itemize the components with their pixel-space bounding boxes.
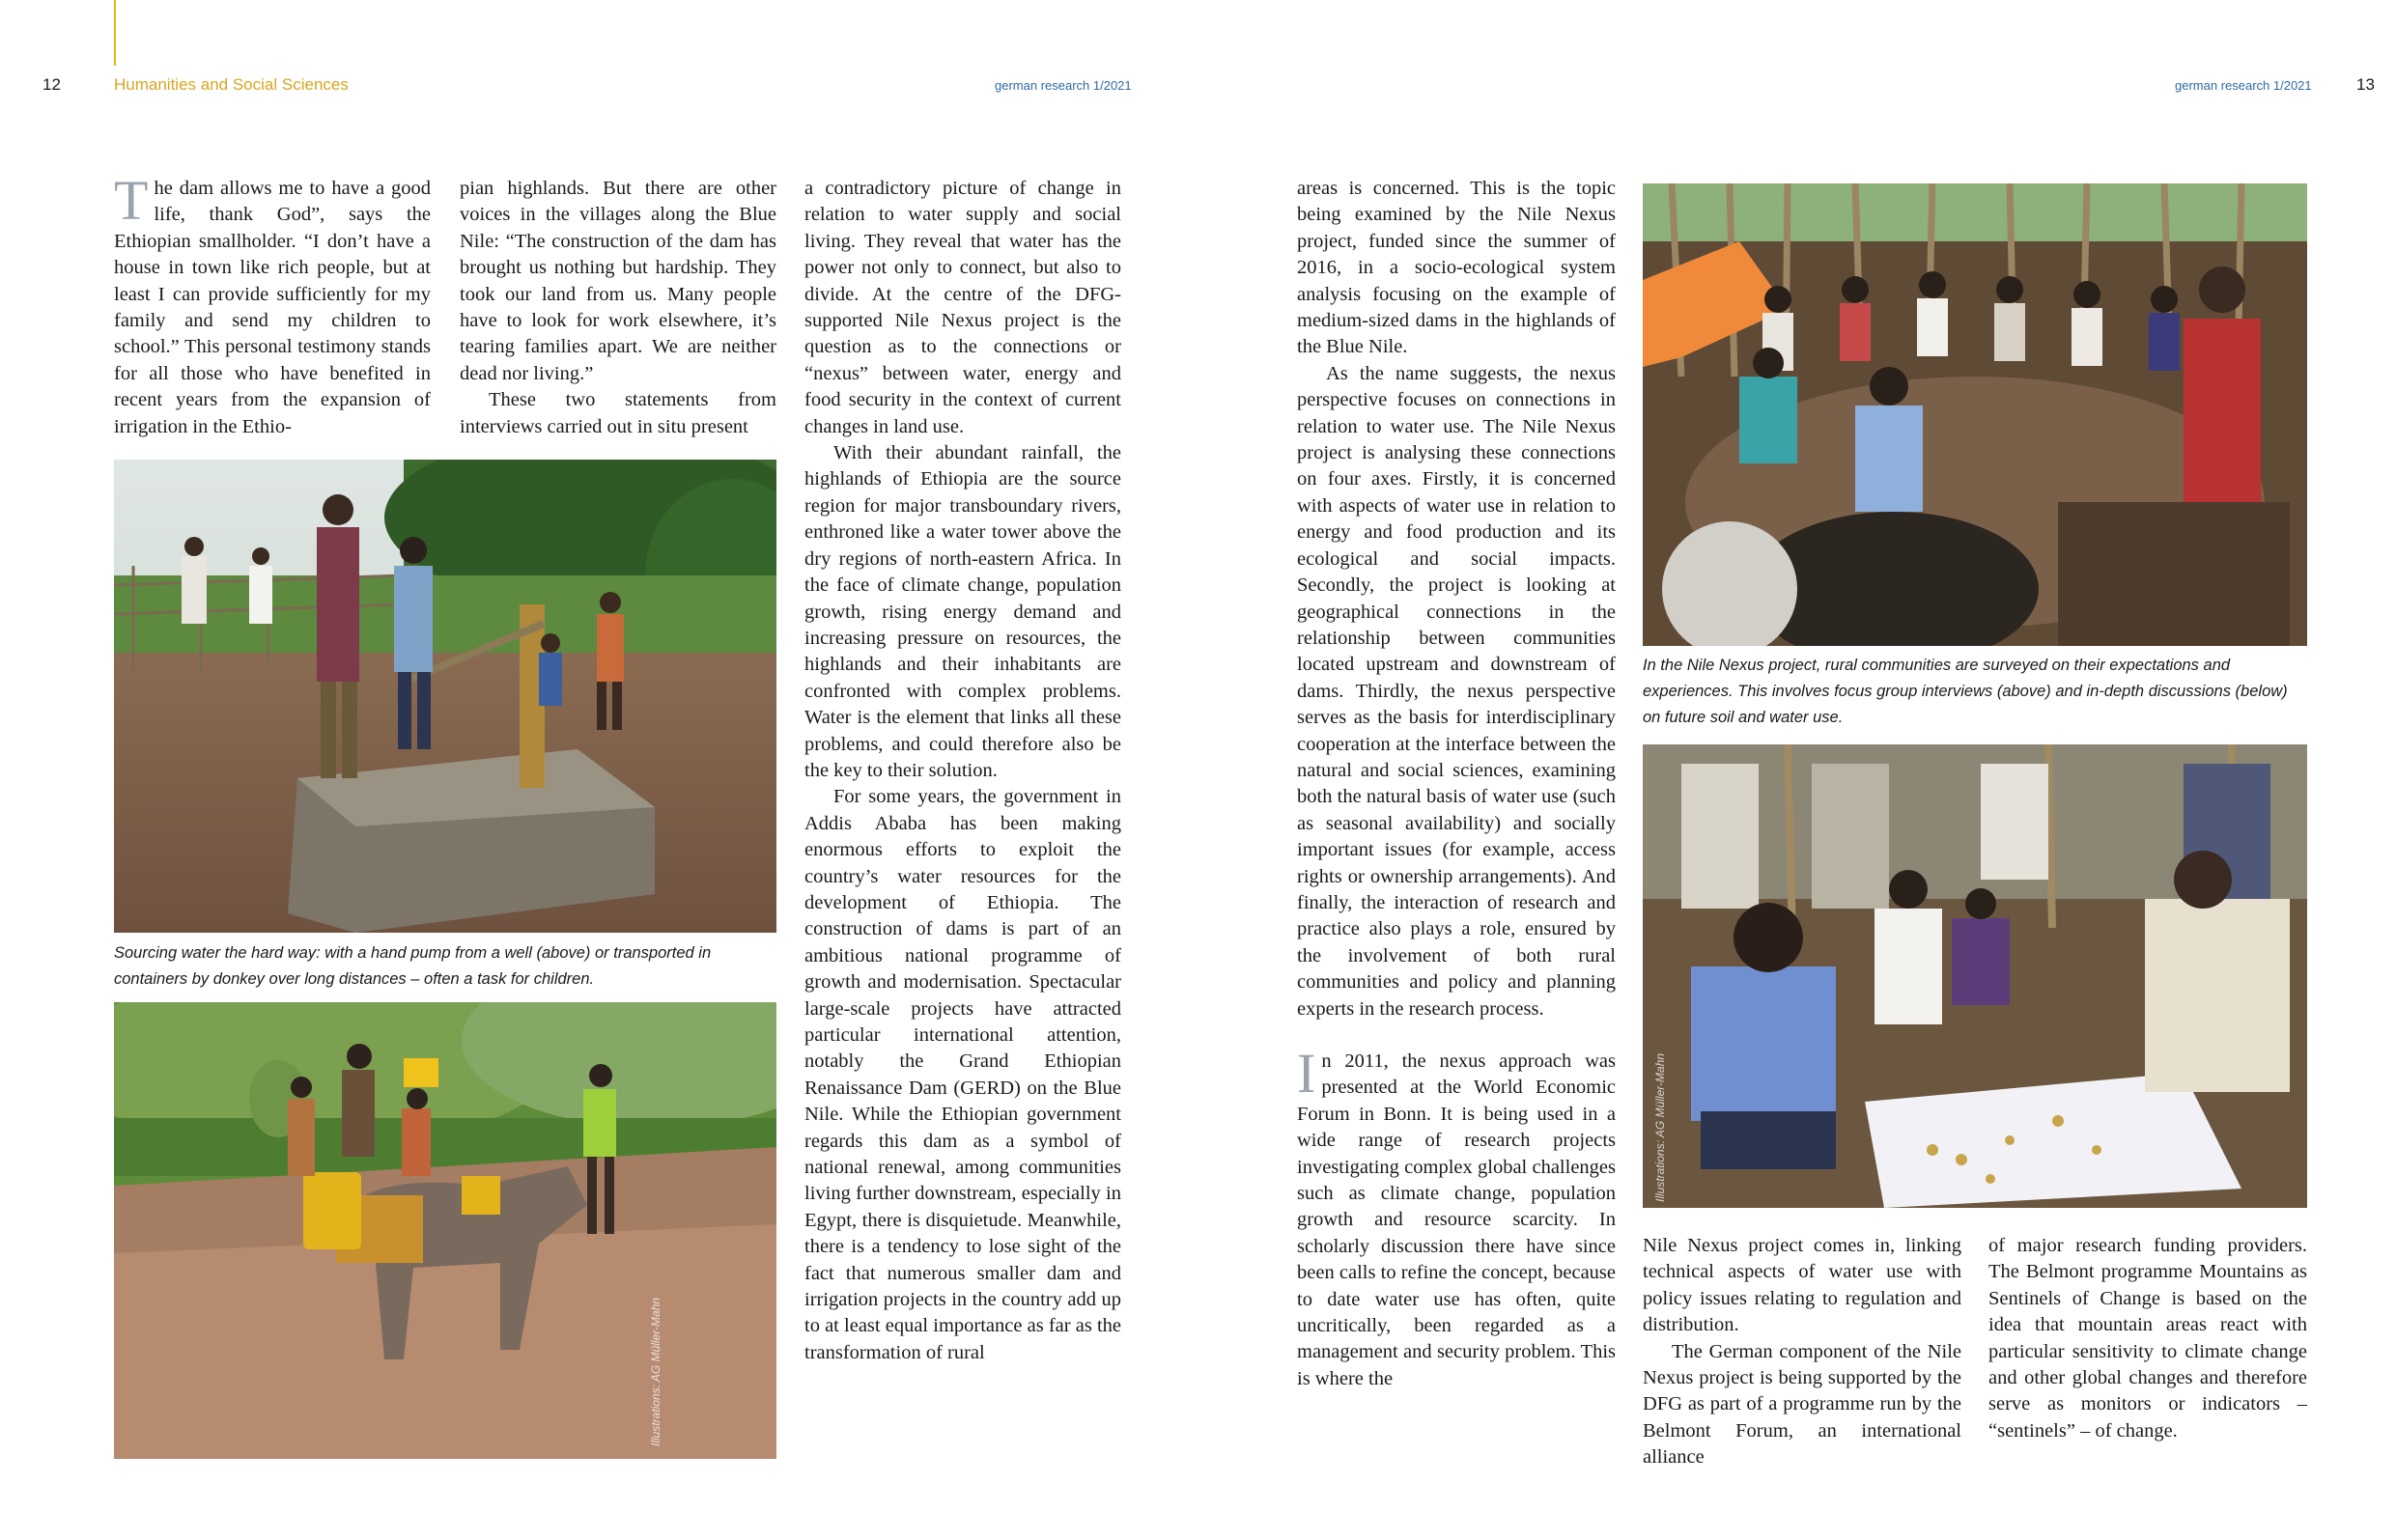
photo-credit-right: Illustrations: AG Müller-Mahn xyxy=(1653,1052,1667,1202)
paragraph: These two statements from interviews carried out in situ present xyxy=(460,389,776,437)
photo-hand-pump xyxy=(114,460,776,933)
caption-right: In the Nile Nexus project, rural communities are surveyed on their expectations and experiences. This involves focus group interviews (above) and in-depth discussions (below) on future soil and water use. xyxy=(1643,657,2288,726)
paragraph: pian highlands. But there are other voices in the villages along the Blue Nile: “The construction of the dam has brought us nothing but hardship. They took our land from us. Many people have to look for work elsewhere, it’s tearing families apart. We are neither dead nor living.” xyxy=(460,178,776,384)
left-running-head: german research 1/2021 xyxy=(995,78,1132,93)
section-title: Humanities and Social Sciences xyxy=(114,75,349,94)
paragraph: For some years, the government in Addis Ababa has been making enormous efforts to exploit the country’s water resources for the development of Ethiopia. The construction of dams is part of an ambitious national programme of growth and modernisation. Spectacular large-scale projects have attracted particular international attention, notably the Grand Ethiopian Renaissance Dam (GERD) on the Blue Nile. While the Ethiopian government regards this dam as a symbol of national renewal, among communities living further downstream, especially in Egypt, there is disquietude. Meanwhile, there is a tendency to lose sight of the fact that numerous smaller dam and irrigation projects in the country add up to at least equal importance as far as the transformation of rural xyxy=(804,786,1121,1363)
paragraph: As the name suggests, the nexus perspective focuses on connections in relation to water use. The Nile Nexus project is analysing these connections on four axes. Firstly, it is concerned with aspects of water use in relation to energy and food production and its ecological and social impacts. Secondly, the project is looking at geographical connections in the relationship between communities located upstream and downstream of dams. Thirdly, the nexus perspective serves as the basis for interdisciplinary cooperation at the interface between the natural and social sciences, examining both the natural basis of water use (such as seasonal availability) and socially important issues (for example, access rights or ownership arrangements). And finally, the interaction of research and practice also plays a role, ensured by the involvement of both rural communities and policy and planning experts in the research process. xyxy=(1297,362,1616,1020)
paragraph: Nile Nexus project comes in, linking technical aspects of water use with policy issues relating to regulation and distribution. xyxy=(1643,1235,1961,1336)
right-running-head: german research 1/2021 xyxy=(2175,78,2312,93)
paragraph: a contradictory picture of change in relation to water supply and social living. They reveal that water has the power not only to connect, but also to divide. At the centre of the DFG-supported Nile Nexus project is the question as to the connections or “nexus” between water, energy and food security in the context of current changes in land use. xyxy=(804,178,1121,437)
caption-left: Sourcing water the hard way: with a hand pump from a well (above) or transported in containers by donkey over long distances – often a task for children. xyxy=(114,944,712,988)
photo-donkey-children xyxy=(114,1002,776,1459)
right-page-number: 13 xyxy=(2356,75,2375,94)
paragraph: of major research funding providers. The Belmont programme Mountains as Sentinels of Change is based on the idea that mountain areas react with particular sensitivity to climate change and other global changes and therefore serve as monitors or indicators – “sentinels” – of change. xyxy=(1988,1235,2307,1442)
text-column-5 xyxy=(1643,1233,1961,1471)
drop-cap-i: I xyxy=(1297,1042,1316,1105)
text-column-4 xyxy=(1297,176,1616,1392)
discussion-scene-image xyxy=(1643,744,2307,1208)
photo-credit-left: Illustrations: AG Müller-Mahn xyxy=(649,1297,662,1446)
header-accent-rule xyxy=(114,0,116,66)
left-page-number: 12 xyxy=(42,75,61,94)
donkey-children-scene-image xyxy=(114,1002,776,1459)
paragraph: he dam allows me to have a good life, thank God”, says the Ethiopian smallholder. “I don’t have a house in town like rich people, but at least I can provide sufficiently for my family and send my children to school.” This personal testimony stands for all those who have benefited in recent years from the expansion of irrigation in the Ethio- xyxy=(114,178,431,437)
text-column-2 xyxy=(460,176,776,440)
text-column-3 xyxy=(804,176,1121,1366)
paragraph: n 2011, the nexus approach was presented at the World Economic Forum in Bonn. It is being used in a wide range of research projects investigating complex global challenges such as climate change, population growth and resource scarcity. In scholarly discussion there have since been calls to refine the concept, because to date water use has often, quite uncritically, been regarded as a management and security problem. This is where the xyxy=(1297,1050,1616,1389)
focus-group-scene-image xyxy=(1643,183,2307,646)
photo-discussion xyxy=(1643,744,2307,1208)
paragraph: The German component of the Nile Nexus project is being supported by the DFG as part of a programme run by the Belmont Forum, an international alliance xyxy=(1643,1340,1961,1469)
hand-pump-scene-image xyxy=(114,460,776,933)
photo-focus-group xyxy=(1643,183,2307,646)
paragraph: areas is concerned. This is the topic being examined by the Nile Nexus project, funded since the summer of 2016, in a socio-ecological system analysis focusing on the example of medium-sized dams in the highlands of the Blue Nile. xyxy=(1297,178,1616,358)
drop-cap-t: T xyxy=(114,169,149,232)
text-column-1 xyxy=(114,169,431,440)
paragraph: With their abundant rainfall, the highlands of Ethiopia are the source region for major transboundary rivers, enthroned like a water tower above the dry regions of north-eastern Africa. In the face of climate change, population growth, rising energy demand and increasing pressure on resources, the highlands and their inhabitants are confronted with complex problems. Water is the element that links all these problems, and could therefore also be the key to their solution. xyxy=(804,442,1121,781)
text-column-6 xyxy=(1988,1233,2307,1444)
